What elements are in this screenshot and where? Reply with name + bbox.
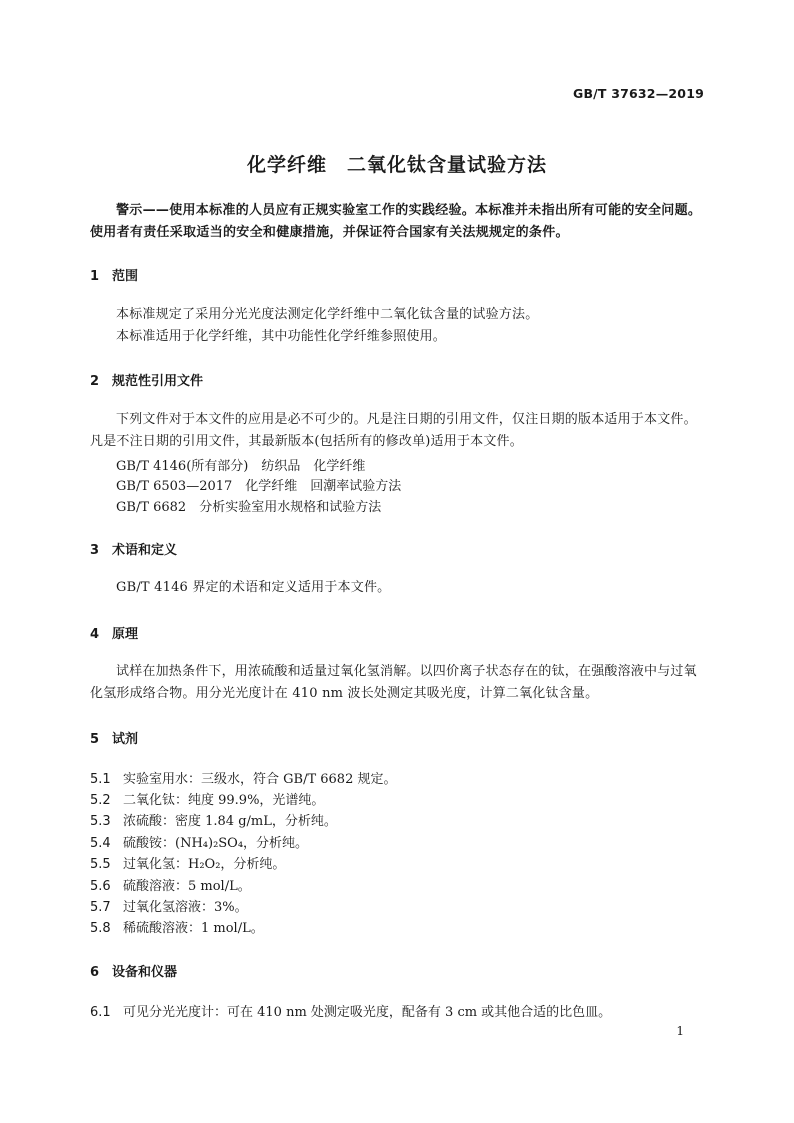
- apparatus-item: [90, 1001, 611, 1020]
- section-number: 6: [90, 965, 100, 980]
- section-number: 5: [90, 732, 100, 747]
- section-number: 4: [90, 627, 100, 642]
- section-heading-normative-references: [90, 370, 203, 389]
- item-text: 硫酸铵：(NH₄)₂SO₄，分析纯。: [123, 836, 309, 851]
- page-number: 1: [676, 1024, 684, 1038]
- section-title: 规范性引用文件: [112, 374, 204, 389]
- item-text: 二氧化钛：纯度 99.9%，光谱纯。: [123, 793, 325, 808]
- reagent-item: [90, 917, 264, 936]
- item-text: 实验室用水：三级水，符合 GB/T 6682 规定。: [123, 772, 397, 787]
- reference-item: GB/T 4146(所有部分) 纺织品 化学纤维: [116, 459, 366, 474]
- item-text: 稀硫酸溶液：1 mol/L。: [123, 921, 264, 936]
- paragraph: 试样在加热条件下，用浓硫酸和适量过氧化氢消解。以四价离子状态存在的钛，在强酸溶液中与过氧化氢形成络合物。用分光光度计在 410 nm 波长处测定其吸光度，计算二氧化钛含量。: [90, 664, 697, 701]
- paragraph: 下列文件对于本文件的应用是必不可少的。凡是注日期的引用文件，仅注日期的版本适用于本文件。凡是不注日期的引用文件，其最新版本(包括所有的修改单)适用于本文件。: [90, 412, 697, 449]
- section-number: 3: [90, 543, 100, 558]
- reagent-item: [90, 768, 396, 787]
- item-number: 5.2: [90, 793, 111, 808]
- item-text: 可见分光光度计：可在 410 nm 处测定吸光度，配备有 3 cm 或其他合适的比色皿。: [123, 1005, 612, 1020]
- item-text: 浓硫酸：密度 1.84 g/mL，分析纯。: [123, 814, 337, 829]
- section-heading-principle: [90, 623, 138, 642]
- section-title: 设备和仪器: [112, 965, 178, 980]
- section-title: 试剂: [112, 732, 139, 747]
- section-number: 2: [90, 374, 100, 389]
- section-heading-reagents: [90, 728, 138, 747]
- reagent-item: [90, 896, 248, 915]
- section-heading-scope: [90, 265, 138, 284]
- reference-item: GB/T 6682 分析实验室用水规格和试验方法: [116, 500, 382, 515]
- reagent-item: [90, 789, 324, 808]
- section-number: 1: [90, 269, 100, 284]
- section-title: 术语和定义: [112, 543, 178, 558]
- item-number: 5.4: [90, 836, 111, 851]
- item-number: 5.8: [90, 921, 111, 936]
- item-text: 过氧化氢：H₂O₂，分析纯。: [123, 857, 286, 872]
- reagent-item: [90, 853, 285, 872]
- warning-paragraph: 警示——使用本标准的人员应有正规实验室工作的实践经验。本标准并未指出所有可能的安全问题。使用者有责任采取适当的安全和健康措施，并保证符合国家有关法规规定的条件。: [90, 203, 702, 240]
- item-text: 硫酸溶液：5 mol/L。: [123, 879, 251, 894]
- item-text: 过氧化氢溶液：3%。: [123, 900, 248, 915]
- item-number: 5.1: [90, 772, 111, 787]
- reagent-item: [90, 875, 251, 894]
- item-number: 5.3: [90, 814, 111, 829]
- section-title: 原理: [112, 627, 139, 642]
- item-number: 5.7: [90, 900, 111, 915]
- item-number: 5.6: [90, 879, 111, 894]
- section-heading-apparatus: [90, 961, 177, 980]
- paragraph: 本标准适用于化学纤维，其中功能性化学纤维参照使用。: [116, 329, 447, 344]
- paragraph: GB/T 4146 界定的术语和定义适用于本文件。: [116, 580, 391, 595]
- item-number: 6.1: [90, 1005, 111, 1020]
- paragraph: 本标准规定了采用分光光度法测定化学纤维中二氧化钛含量的试验方法。: [116, 307, 539, 322]
- document-title: 化学纤维 二氧化钛含量试验方法: [246, 154, 547, 176]
- section-heading-terms: [90, 539, 177, 558]
- item-number: 5.5: [90, 857, 111, 872]
- section-title: 范围: [112, 269, 139, 284]
- reference-item: GB/T 6503—2017 化学纤维 回潮率试验方法: [116, 479, 402, 494]
- reagent-item: [90, 810, 337, 829]
- reagent-item: [90, 832, 308, 851]
- standard-code: GB/T 37632—2019: [572, 86, 704, 101]
